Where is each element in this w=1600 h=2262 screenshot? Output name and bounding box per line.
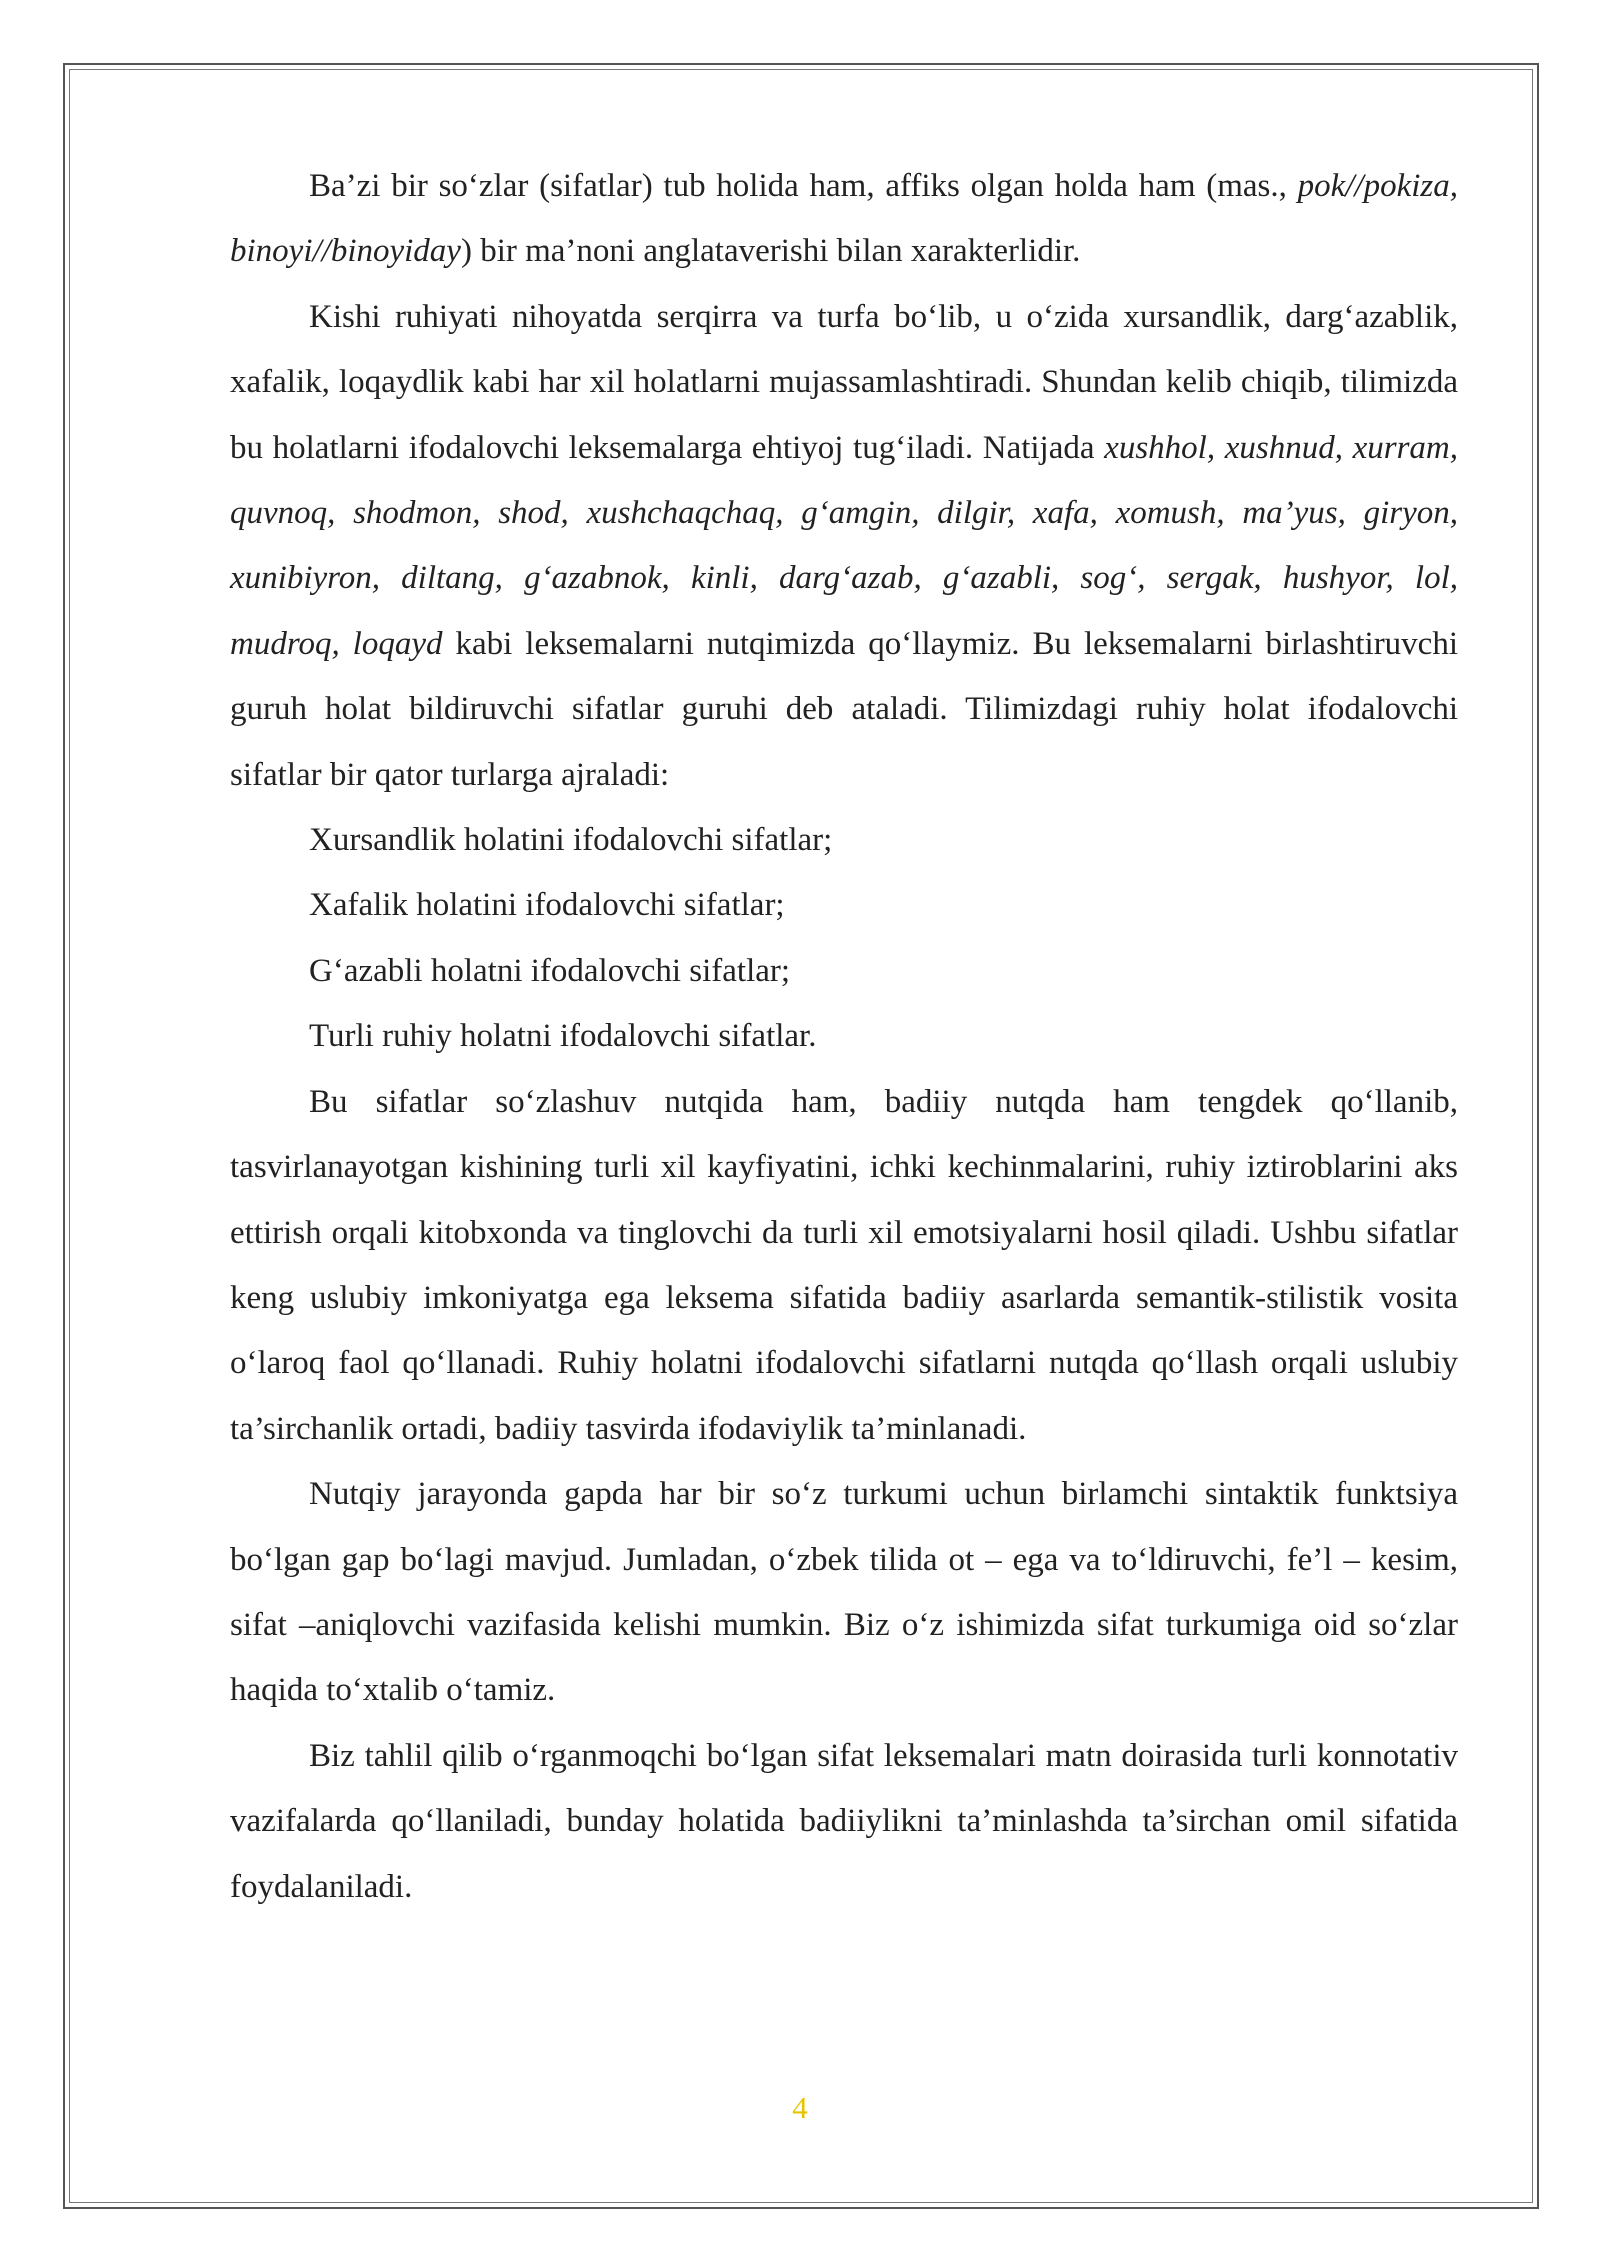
text-run: Kishi ruhiyati nihoyatda serqirra va turfa bo‘lib, u o‘zida xursandlik, darg‘azablik, xafalik, loqaydlik kabi har xil holatlarni mujassamlashtiradi. Shundan kelib chiqib, tilimizda bu holatlarni ifodalovchi leksemalarga ehtiyoj tug‘iladi. Natijada <box>230 298 1458 466</box>
text-run: Turli ruhiy holatni ifodalovchi sifatlar. <box>309 1018 817 1055</box>
text-run: kabi leksemalarni nutqimizda qo‘llaymiz. Bu leksemalarni birlashtiruvchi guruh holat bildiruvchi sifatlar guruhi deb ataladi. Tilimizdagi ruhiy holat ifodalovchi sifatlar bir qator turlarga ajraladi: <box>230 625 1458 793</box>
paragraph <box>230 1724 1458 1920</box>
text-run: Ba’zi bir so‘zlar (sifatlar) tub holida ham, affiks olgan holda ham (mas., <box>309 168 1298 204</box>
list-item <box>230 808 1458 873</box>
text-run: G‘azabli holatni ifodalovchi sifatlar; <box>309 952 791 989</box>
italic-text: pok//pokiza, binoyi//binoyiday <box>230 168 1458 270</box>
list-item <box>230 1004 1458 1069</box>
document-body <box>230 154 1458 1920</box>
paragraph <box>230 285 1458 808</box>
list-item <box>230 873 1458 938</box>
italic-text: xushhol, xushnud, xurram, quvnoq, shodmon, shod, xushchaqchaq, g‘amgin, dilgir, xafa, xomush, ma’yus, giryon, xunibiyron, diltang, g‘azabnok, kinli, darg‘azab, g‘azabli, sog‘, sergak, hushyor, lol, mudroq, loqayd <box>230 429 1459 662</box>
paragraph <box>230 1462 1458 1724</box>
list-item <box>230 939 1458 1004</box>
paragraph <box>230 1070 1458 1462</box>
text-run: ) bir ma’noni anglataverishi bilan xarakterlidir. <box>460 233 1081 270</box>
text-run: Xafalik holatini ifodalovchi sifatlar; <box>309 887 785 924</box>
text-run: Bu sifatlar so‘zlashuv nutqida ham, badiiy nutqda ham tengdek qo‘llanib, tasvirlanayotgan kishining turli xil kayfiyatini, ichki kechinmalarini, ruhiy iztiroblarini aks ettirish orqali kitobxonda va tinglovchi da turli xil emotsiyalarni hosil qiladi. Ushbu sifatlar keng uslubiy imkoniyatga ega leksema sifatida badiiy asarlarda semantik-stilistik vosita o‘laroq faol qo‘llanadi. Ruhiy holatni ifodalovchi sifatlarni nutqda qo‘llash orqali uslubiy ta’sirchanlik ortadi, badiiy tasvirda ifodaviylik ta’minlanadi. <box>230 1083 1458 1447</box>
text-run: Nutqiy jarayonda gapda har bir so‘z turkumi uchun birlamchi sintaktik funktsiya bo‘lgan gap bo‘lagi mavjud. Jumladan, o‘zbek tilida ot – ega va to‘ldiruvchi, fe’l – kesim, sifat –aniqlovchi vazifasida kelishi mumkin. Biz o‘z ishimizda sifat turkumiga oid so‘zlar haqida to‘xtalib o‘tamiz. <box>230 1476 1458 1709</box>
page-number: 4 <box>792 2090 808 2125</box>
text-run: Xursandlik holatini ifodalovchi sifatlar; <box>309 822 833 859</box>
text-run: Biz tahlil qilib o‘rganmoqchi bo‘lgan sifat leksemalari matn doirasida turli konnotativ vazifalarda qo‘llaniladi, bunday holatida badiiylikni ta’minlashda ta’sirchan omil sifatida foydalaniladi. <box>230 1737 1458 1905</box>
paragraph <box>230 154 1458 285</box>
